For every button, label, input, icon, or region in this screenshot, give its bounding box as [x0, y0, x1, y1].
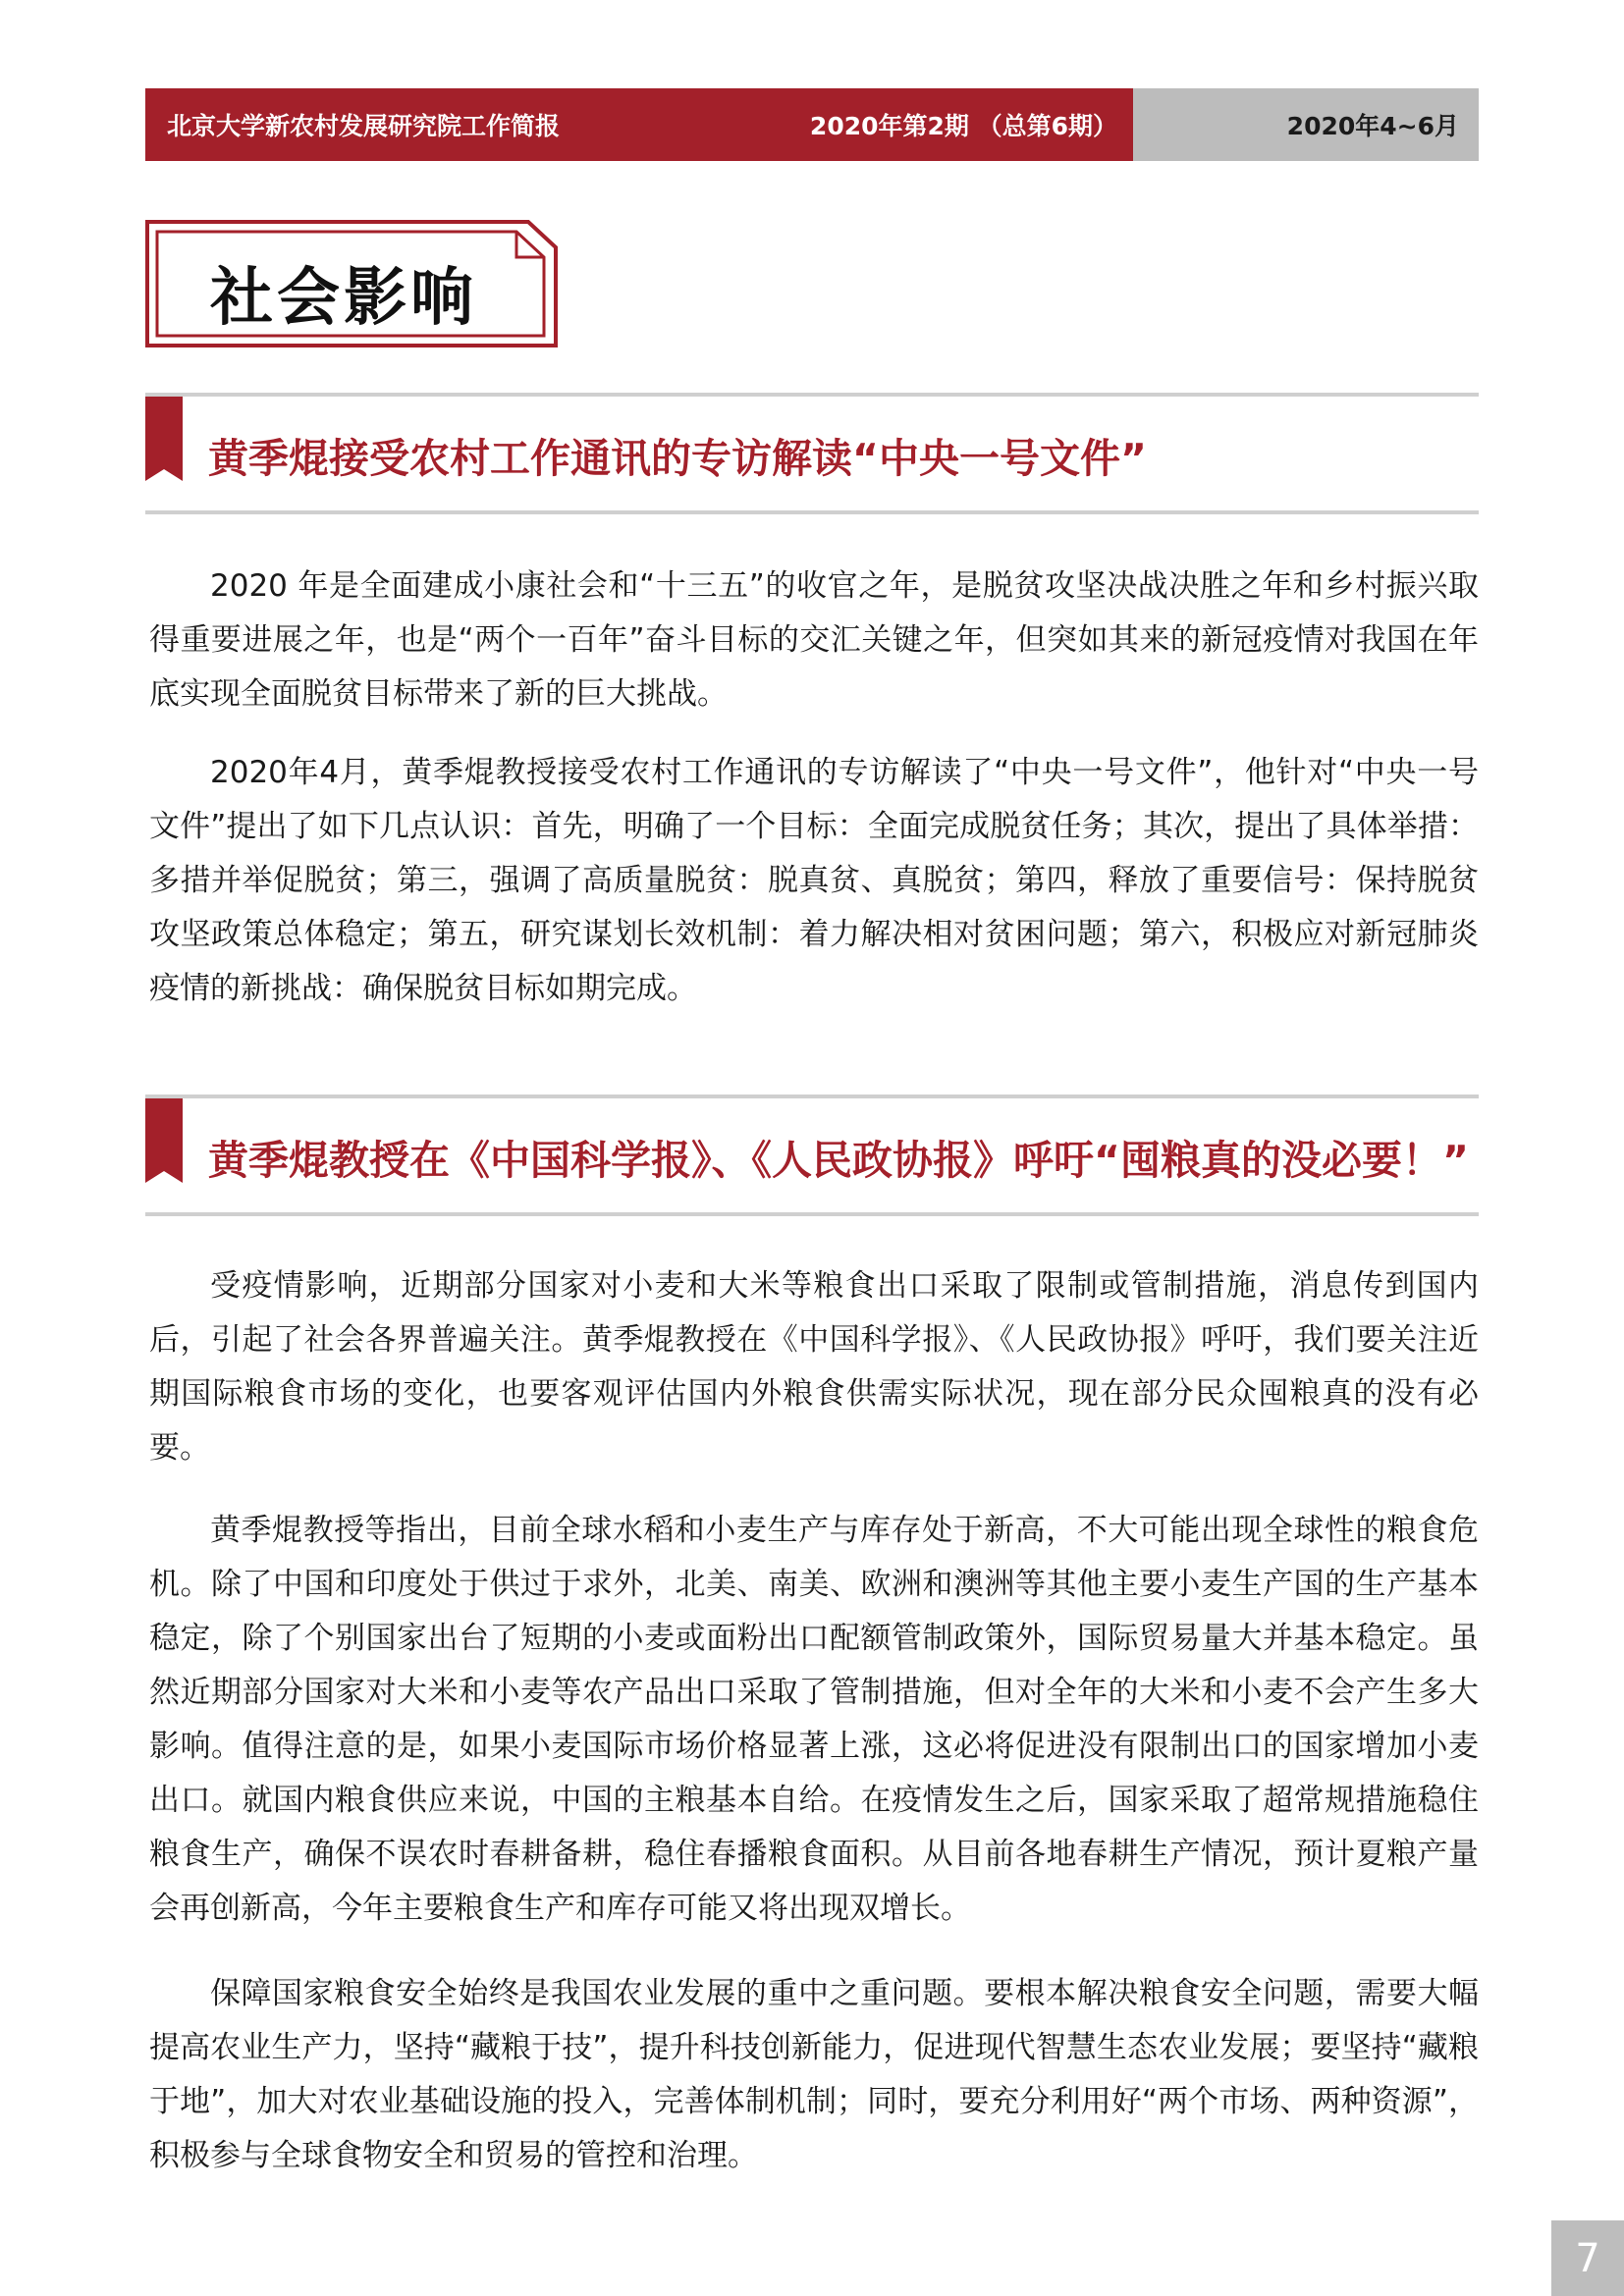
bookmark-flag-icon [145, 1098, 185, 1183]
bookmark-flag-icon [145, 397, 185, 481]
article-title-2: 黄季焜教授在《中国科学报》、《人民政协报》呼吁“囤粮真的没必要！” [208, 1137, 1469, 1184]
article-title-1: 黄季焜接受农村工作通讯的专访解读“中央一号文件” [208, 435, 1147, 482]
article-2-paragraph-3: 保障国家粮食安全始终是我国农业发展的重中之重问题。要根本解决粮食安全问题，需要大幅提高农业生产力，坚持“藏粮于技”，提升科技创新能力，促进现代智慧生态农业发展；要坚持“藏粮于地”，加大对农业基础设施的投入，完善体制机制；同时，要充分利用好“两个市场、两种资源”，积极参与全球食物安全和贸易的管控和治理。 [149, 1976, 1479, 2173]
article-1-paragraph-2: 2020年4月，黄季焜教授接受农村工作通讯的专访解读了“中央一号文件”，他针对“中央一号文件”提出了如下几点认识：首先，明确了一个目标：全面完成脱贫任务；其次，提出了具体举措：多措并举促脱贫；第三，强调了高质量脱贫：脱真贫、真脱贫；第四，释放了重要信号：保持脱贫攻坚政策总体稳定；第五，研究谋划长效机制：着力解决相对贫困问题；第六，积极应对新冠肺炎疫情的新挑战：确保脱贫目标如期完成。 [149, 755, 1479, 1006]
section-tag [145, 220, 558, 347]
heading-rule-bottom [145, 510, 1479, 514]
article-2-paragraph-1: 受疫情影响，近期部分国家对小麦和大米等粮食出口采取了限制或管制措施，消息传到国内后，引起了社会各界普遍关注。黄季焜教授在《中国科学报》、《人民政协报》呼吁，我们要关注近期国际粮食市场的变化，也要客观评估国内外粮食供需实际状况，现在部分民众囤粮真的没有必要。 [149, 1268, 1479, 1466]
article-heading-1 [145, 393, 1479, 518]
heading-rule-top [145, 393, 1479, 397]
article-1-paragraph-1: 2020 年是全面建成小康社会和“十三五”的收官之年，是脱贫攻坚决战决胜之年和乡村振兴取得重要进展之年，也是“两个一百年”奋斗目标的交汇关键之年，但突如其来的新冠疫情对我国在年底实现全面脱贫目标带来了新的巨大挑战。 [149, 568, 1479, 712]
article-heading-2 [145, 1095, 1479, 1220]
header-period: 2020年4~6月 [1286, 112, 1459, 140]
header-red-band [145, 88, 1133, 161]
section-tag-label: 社会影响 [210, 262, 477, 335]
header-issue: 2020年第2期 （总第6期） [809, 112, 1117, 140]
header-org: 北京大学新农村发展研究院工作简报 [167, 112, 561, 140]
heading-rule-bottom [145, 1212, 1479, 1216]
page-header [145, 88, 1479, 161]
article-2-paragraph-2: 黄季焜教授等指出，目前全球水稻和小麦生产与库存处于新高，不大可能出现全球性的粮食危机。除了中国和印度处于供过于求外，北美、南美、欧洲和澳洲等其他主要小麦生产国的生产基本稳定，除了个别国家出台了短期的小麦或面粉出口配额管制政策外，国际贸易量大并基本稳定。虽然近期部分国家对大米和小麦等农产品出口采取了管制措施，但对全年的大米和小麦不会产生多大影响。值得注意的是，如果小麦国际市场价格显著上涨，这必将促进没有限制出口的国家增加小麦出口。就国内粮食供应来说，中国的主粮基本自给。在疫情发生之后，国家采取了超常规措施稳住粮食生产，确保不误农时春耕备耕，稳住春播粮食面积。从目前各地春耕生产情况，预计夏粮产量会再创新高，今年主要粮食生产和库存可能又将出现双增长。 [149, 1513, 1479, 1926]
page-number: 7 [1551, 2220, 1624, 2296]
header-grey-band [1133, 88, 1479, 161]
heading-rule-top [145, 1095, 1479, 1098]
